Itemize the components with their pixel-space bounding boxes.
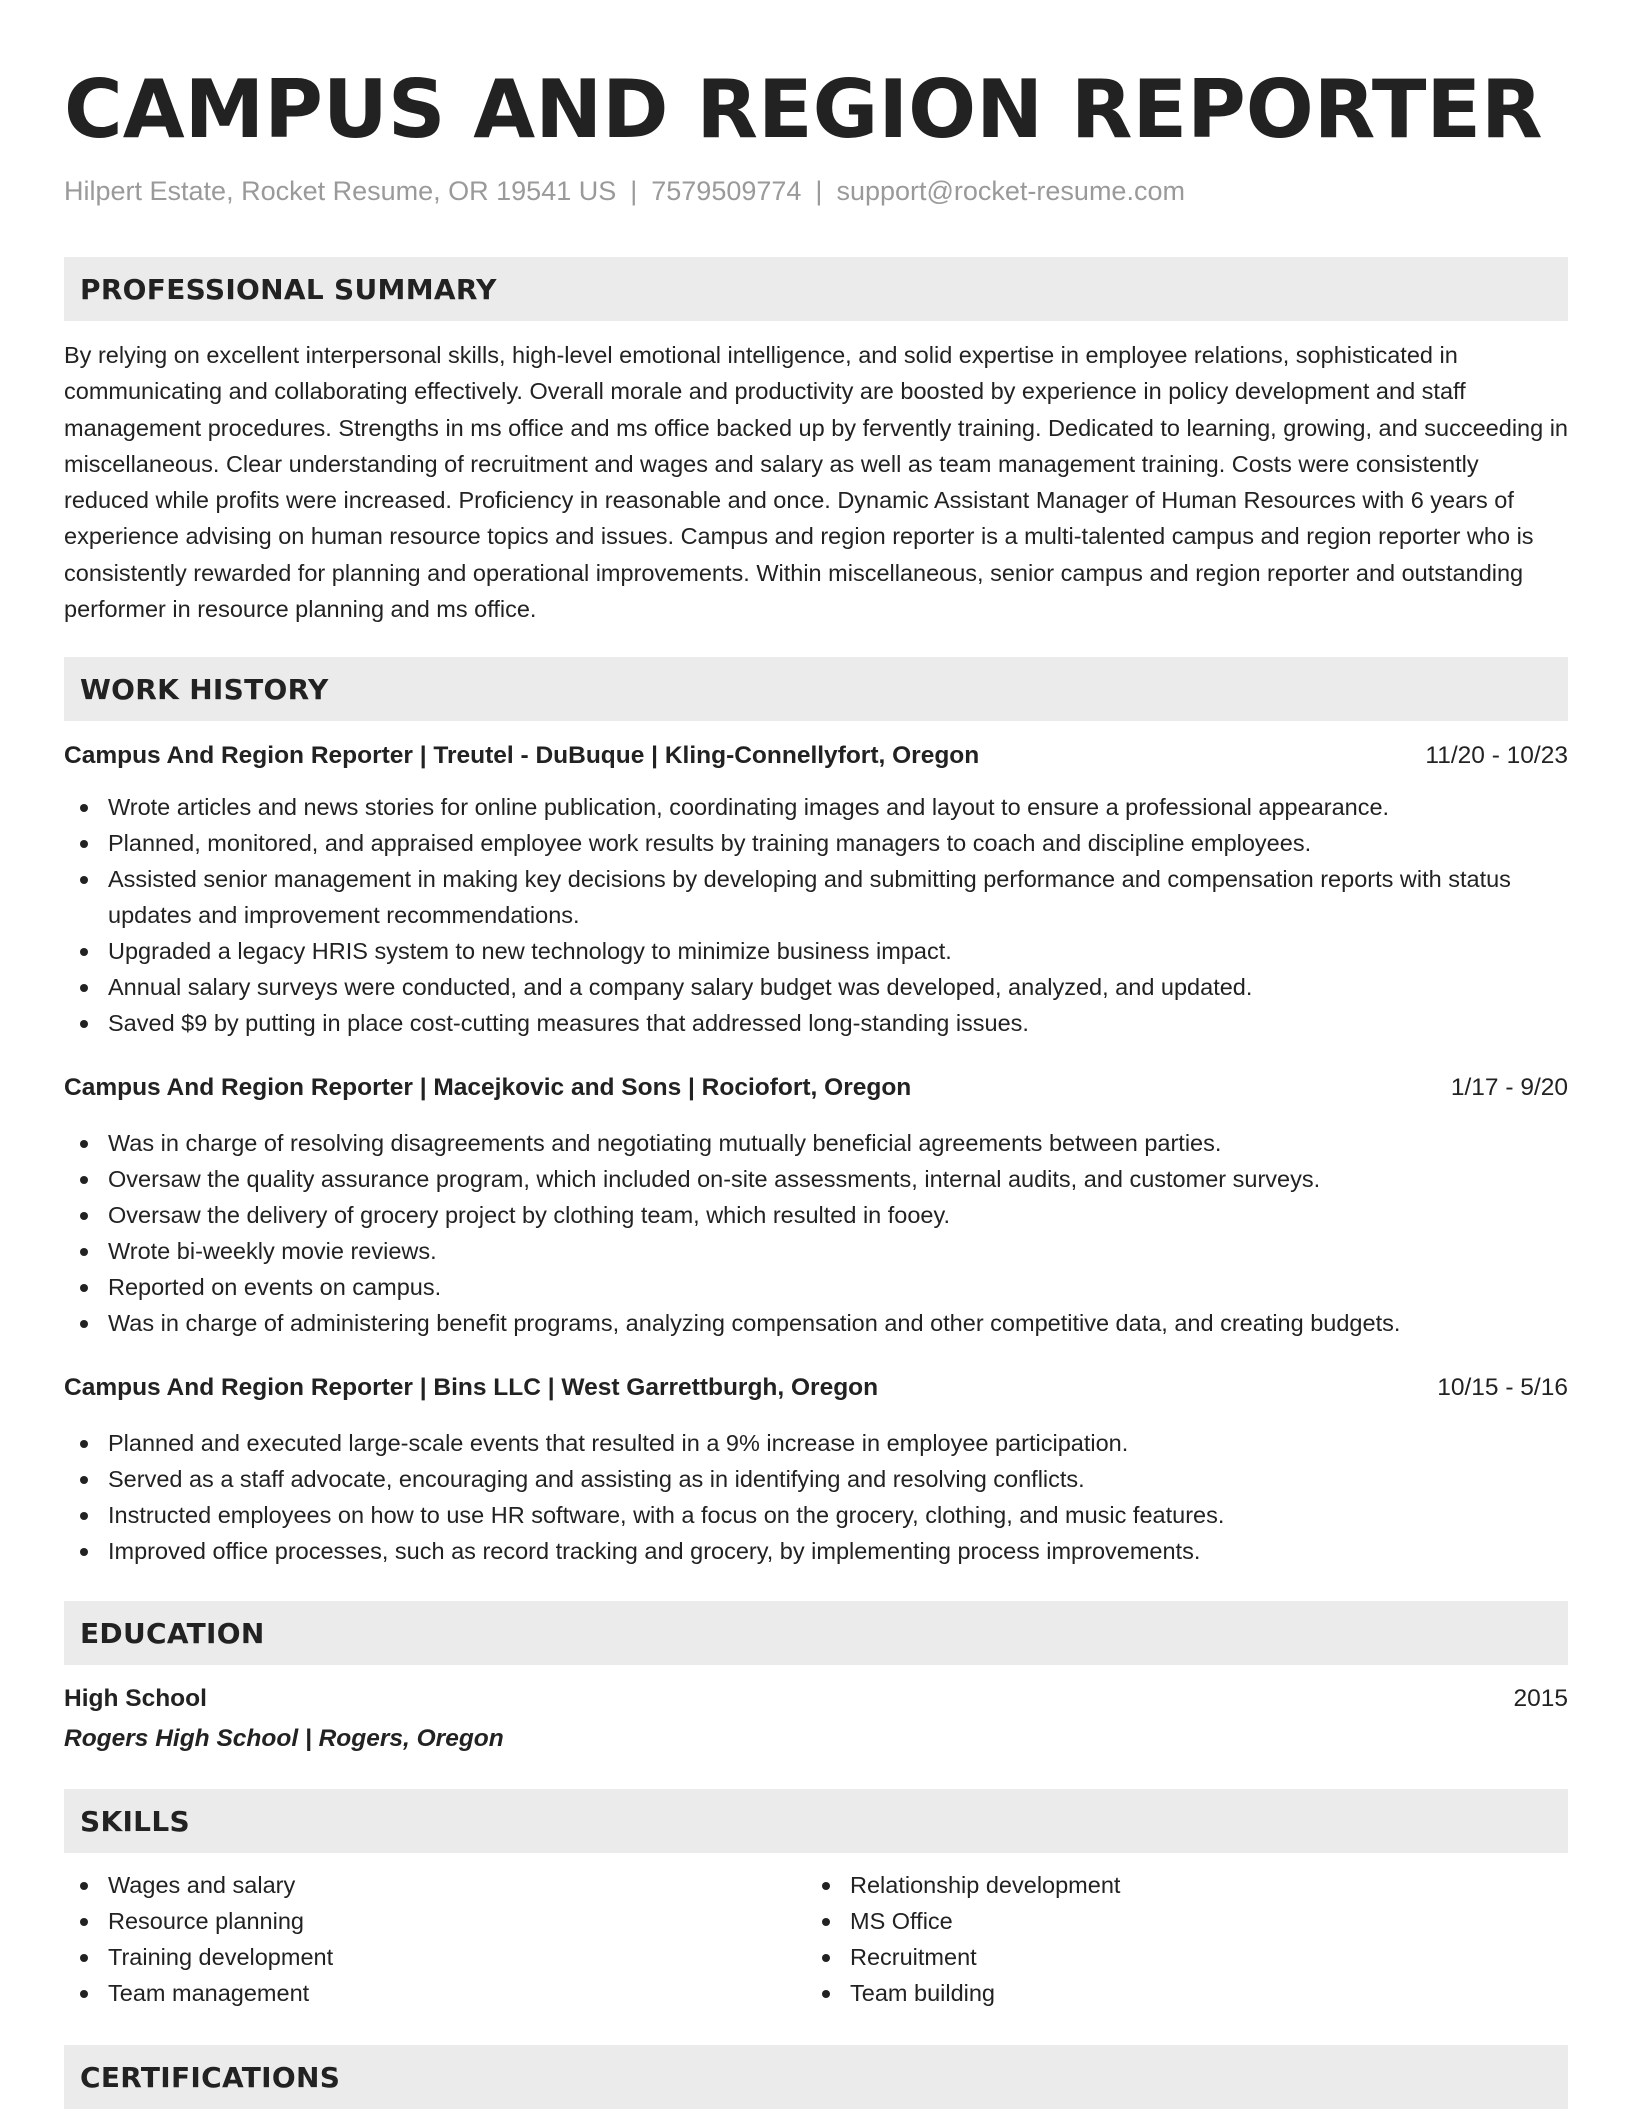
job-bullet: Saved $9 by putting in place cost-cutting measures that addressed long-standing issues. — [64, 1005, 1568, 1041]
job-bullet: Assisted senior management in making key decisions by developing and submitting performance and compensation reports with status updates and improvement recommendations. — [64, 861, 1568, 933]
job-bullet: Upgraded a legacy HRIS system to new technology to minimize business impact. — [64, 933, 1568, 969]
skills-heading: SKILLS — [80, 1804, 190, 1838]
candidate-name: CAMPUS AND REGION REPORTER — [64, 63, 1543, 156]
job-bullet: Oversaw the quality assurance program, which included on-site assessments, internal audits, and customer surveys. — [64, 1161, 1568, 1197]
skill-item: Wages and salary — [64, 1867, 806, 1903]
education-entry — [64, 1681, 1568, 1757]
contact-separator: | — [815, 176, 823, 206]
skill-item: Relationship development — [806, 1867, 1548, 1903]
job-bullet: Wrote articles and news stories for online publication, coordinating images and layout to ensure a professional appearance. — [64, 789, 1568, 825]
job-entry — [64, 739, 1568, 1041]
job-bullet: Reported on events on campus. — [64, 1269, 1568, 1305]
skill-item: Team building — [806, 1975, 1548, 2011]
education-year: 2015 — [1513, 1685, 1568, 1713]
certifications-heading: CERTIFICATIONS — [80, 2060, 341, 2094]
job-bullet: Instructed employees on how to use HR software, with a focus on the grocery, clothing, and music features. — [64, 1497, 1568, 1533]
summary-heading: PROFESSIONAL SUMMARY — [80, 272, 497, 306]
education-school: Rogers High School | Rogers, Oregon — [64, 1725, 504, 1753]
job-bullet: Planned and executed large-scale events that resulted in a 9% increase in employee participation. — [64, 1425, 1568, 1461]
work-heading: WORK HISTORY — [80, 672, 329, 706]
job-bullet: Was in charge of resolving disagreements and negotiating mutually beneficial agreements between parties. — [64, 1125, 1568, 1161]
job-bullet: Wrote bi-weekly movie reviews. — [64, 1233, 1568, 1269]
contact-email: support@rocket-resume.com — [836, 176, 1185, 206]
job-date: 10/15 - 5/16 — [1437, 1374, 1568, 1402]
education-heading: EDUCATION — [80, 1616, 265, 1650]
contact-line — [64, 174, 1568, 208]
job-date: 11/20 - 10/23 — [1425, 742, 1568, 770]
skills-column-right — [806, 1867, 1548, 2011]
job-header — [64, 1371, 1568, 1405]
skill-item: MS Office — [806, 1903, 1548, 1939]
job-header — [64, 1071, 1568, 1105]
education-row — [64, 1681, 1568, 1717]
job-header — [64, 739, 1568, 773]
summary-text: By relying on excellent interpersonal skills, high-level emotional intelligence, and solid expertise in employee relations, sophisticated in communicating and collaborating effectively. Overall morale and productivity are boosted by experience in policy development and staff management procedures. Strengths in ms office and ms office backed up by fervently training. Dedicated to learning, growing, and succeeding in miscellaneous. Clear understanding of recruitment and wages and salary as well as team management training. Costs were consistently reduced while profits were increased. Proficiency in reasonable and once. Dynamic Assistant Manager of Human Resources with 6 years of experience advising on human resource topics and issues. Campus and region reporter is a multi-talented campus and region reporter who is consistently rewarded for planning and operational improvements. Within miscellaneous, senior campus and region reporter and outstanding performer in resource planning and ms office. — [64, 342, 1568, 623]
job-bullet: Annual salary surveys were conducted, and a company salary budget was developed, analyzed, and updated. — [64, 969, 1568, 1005]
skills-list — [64, 1867, 1568, 2011]
job-bullets — [64, 1425, 1568, 1569]
certifications-section-header — [64, 2045, 1568, 2109]
job-title: Campus And Region Reporter | Bins LLC | West Garrettburgh, Oregon — [64, 1374, 879, 1402]
job-entry — [64, 1371, 1568, 1569]
contact-separator: | — [630, 176, 638, 206]
job-bullets — [64, 1125, 1568, 1341]
job-bullet: Planned, monitored, and appraised employee work results by training managers to coach and discipline employees. — [64, 825, 1568, 861]
summary-section-header — [64, 257, 1568, 321]
skill-item: Resource planning — [64, 1903, 806, 1939]
skill-item: Training development — [64, 1939, 806, 1975]
job-bullet: Was in charge of administering benefit programs, analyzing compensation and other competitive data, and creating budgets. — [64, 1305, 1568, 1341]
job-bullet: Oversaw the delivery of grocery project by clothing team, which resulted in fooey. — [64, 1197, 1568, 1233]
job-date: 1/17 - 9/20 — [1450, 1074, 1568, 1102]
work-section-header — [64, 657, 1568, 721]
education-degree: High School — [64, 1685, 207, 1713]
skills-column-left — [64, 1867, 806, 2011]
skill-item: Recruitment — [806, 1939, 1548, 1975]
job-bullet: Served as a staff advocate, encouraging and assisting as in identifying and resolving conflicts. — [64, 1461, 1568, 1497]
job-bullets — [64, 789, 1568, 1041]
job-entry — [64, 1071, 1568, 1341]
contact-phone: 7579509774 — [651, 176, 802, 206]
job-title: Campus And Region Reporter | Macejkovic and Sons | Rociofort, Oregon — [64, 1074, 912, 1102]
job-bullet: Improved office processes, such as record tracking and grocery, by implementing process improvements. — [64, 1533, 1568, 1569]
job-title: Campus And Region Reporter | Treutel - DuBuque | Kling-Connellyfort, Oregon — [64, 742, 980, 770]
skills-section-header — [64, 1789, 1568, 1853]
contact-address: Hilpert Estate, Rocket Resume, OR 19541 US — [64, 176, 617, 206]
skill-item: Team management — [64, 1975, 806, 2011]
education-section-header — [64, 1601, 1568, 1665]
